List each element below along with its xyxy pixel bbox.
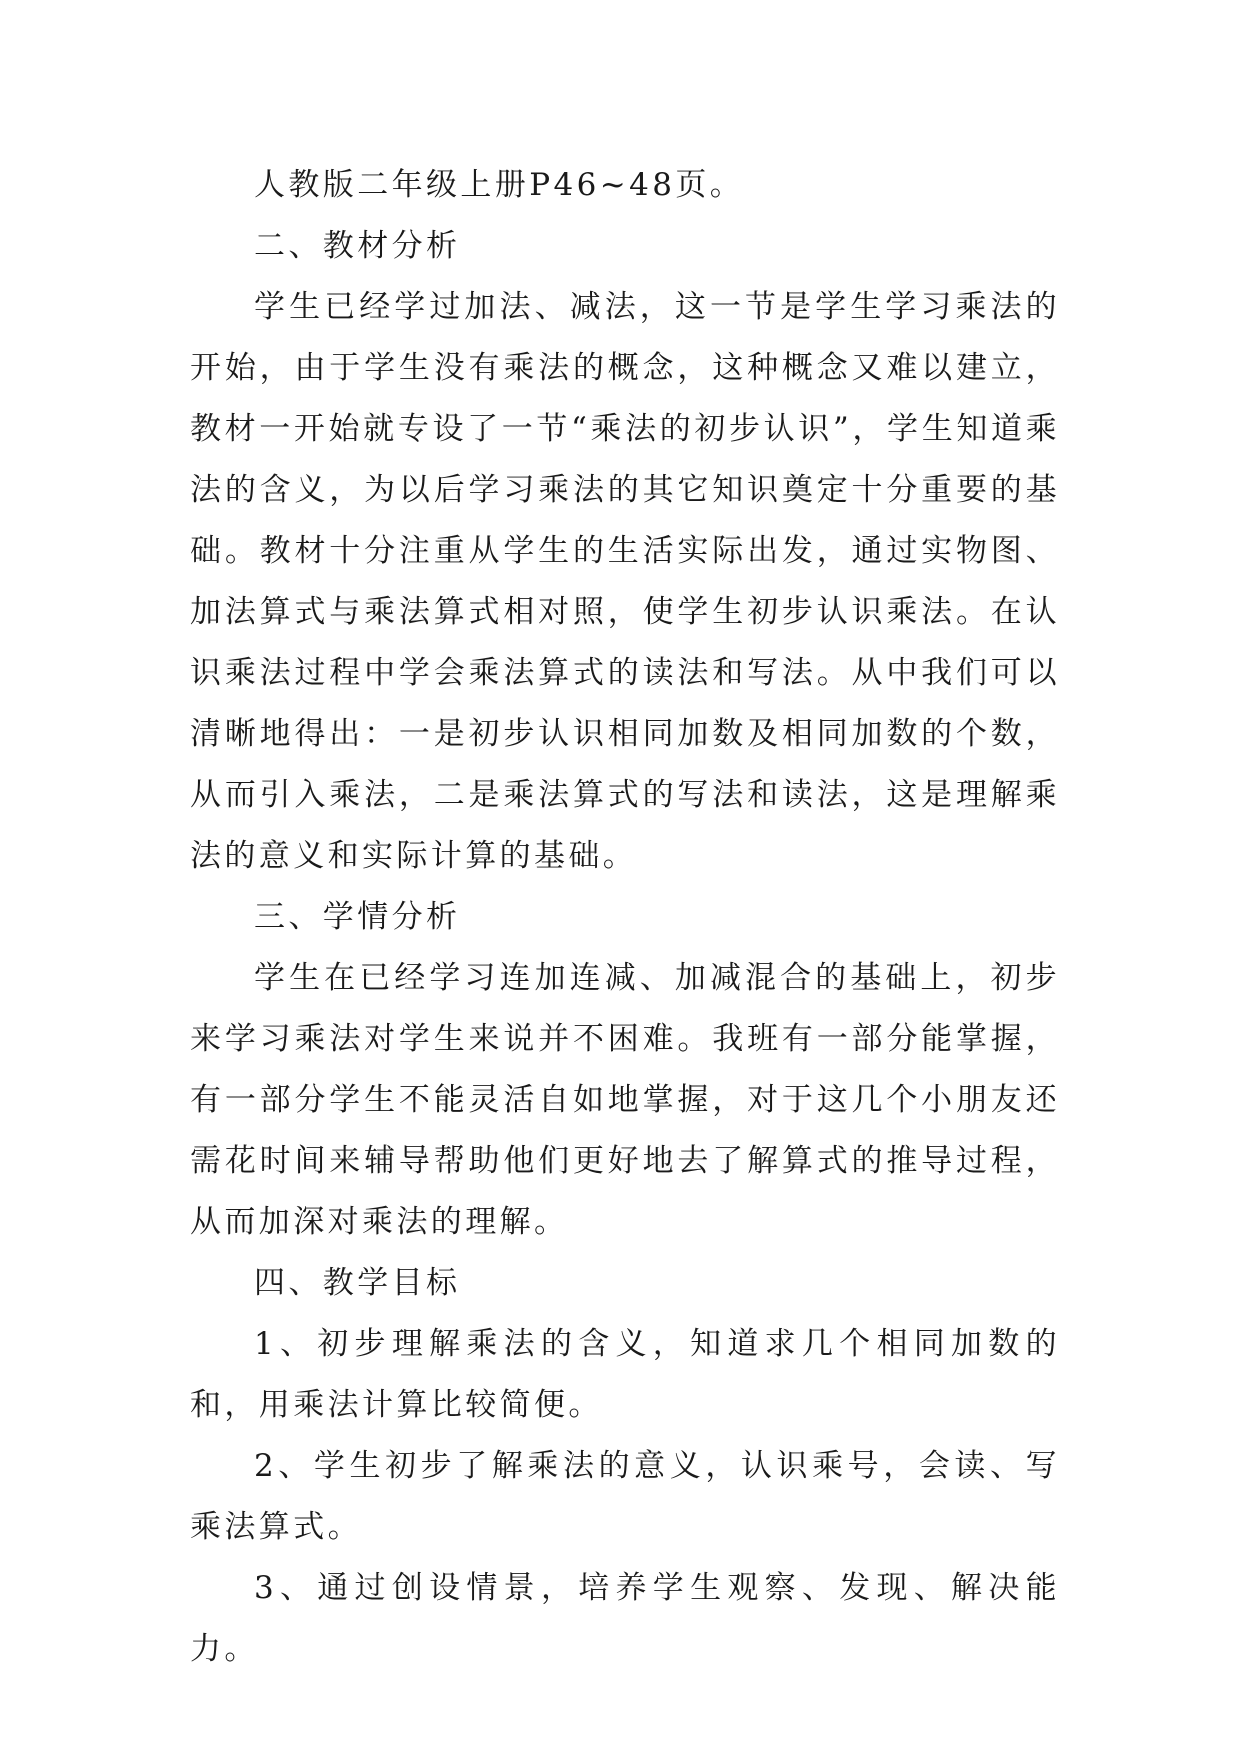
paragraph-textbook-pages: 人教版二年级上册P46~48页。 — [254, 167, 745, 203]
document-body — [190, 155, 1060, 1680]
heading-teaching-goals: 四、教学目标 — [254, 1265, 461, 1301]
paragraph-goal-3: 3、通过创设情景，培养学生观察、发现、解决能力。 — [190, 1570, 1060, 1667]
paragraph-goal-1: 1、初步理解乘法的含义，知道求几个相同加数的和，用乘法计算比较简便。 — [190, 1326, 1060, 1423]
paragraph-goal-2: 2、学生初步了解乘法的意义，认识乘号，会读、写乘法算式。 — [190, 1448, 1060, 1545]
paragraph-student-analysis: 学生在已经学习连加连减、加减混合的基础上，初步来学习乘法对学生来说并不困难。我班有一部分能掌握，有一部分学生不能灵活自如地掌握，对于这几个小朋友还需花时间来辅导帮助他们更好地去了解算式的推导过程，从而加深对乘法的理解。 — [190, 960, 1060, 1240]
heading-student-analysis: 三、学情分析 — [254, 899, 461, 935]
paragraph-textbook-analysis: 学生已经学过加法、减法，这一节是学生学习乘法的开始，由于学生没有乘法的概念，这种概念又难以建立，教材一开始就专设了一节“乘法的初步认识”，学生知道乘法的含义，为以后学习乘法的其它知识奠定十分重要的基础。教材十分注重从学生的生活实际出发，通过实物图、加法算式与乘法算式相对照，使学生初步认识乘法。在认识乘法过程中学会乘法算式的读法和写法。从中我们可以清晰地得出：一是初步认识相同加数及相同加数的个数，从而引入乘法，二是乘法算式的写法和读法，这是理解乘法的意义和实际计算的基础。 — [190, 289, 1060, 874]
heading-textbook-analysis: 二、教材分析 — [254, 228, 461, 264]
